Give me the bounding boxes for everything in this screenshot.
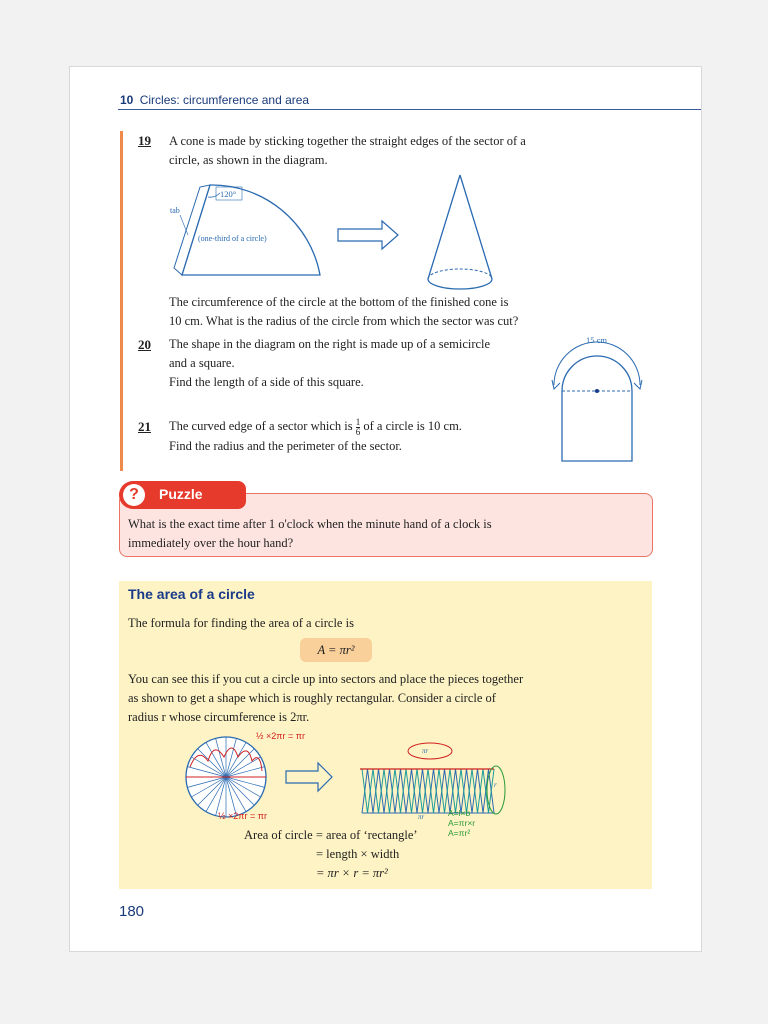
question-19-number: 19 xyxy=(138,133,151,148)
red-circled-label xyxy=(408,743,452,759)
area-para-line2: as shown to get a shape which is roughly rectangular. Consider a circle of xyxy=(128,691,496,705)
question-21-line1 xyxy=(169,417,462,437)
question-19-line2: circle, as shown in the diagram. xyxy=(169,153,328,167)
derivation-line3: = πr × r = πr² xyxy=(316,866,388,880)
question-20-line3: Find the length of a side of this square. xyxy=(169,375,364,389)
right-arrow xyxy=(338,221,398,249)
derivation-line2: = length × width xyxy=(316,847,400,861)
sector-tab xyxy=(174,185,210,275)
cone-shape xyxy=(428,175,492,279)
area-derivation xyxy=(244,826,418,883)
area-para-line1: You can see this if you cut a circle up into sectors and place the pieces together xyxy=(128,672,524,686)
area-section-title: The area of a circle xyxy=(128,586,255,602)
zigzag-rectangle xyxy=(362,769,494,813)
question-19-text xyxy=(169,132,526,170)
question-20-line1: The shape in the diagram on the right is made up of a semicircle xyxy=(169,337,491,351)
area-formula: A = πr² xyxy=(300,638,372,662)
question-mark-icon: ? xyxy=(123,484,145,506)
chapter-header xyxy=(120,93,309,107)
question-21-post: of a circle is 10 cm. xyxy=(363,419,462,433)
green-note-3: A=πr² xyxy=(448,828,471,838)
puzzle-text xyxy=(128,515,492,553)
question-21-text xyxy=(169,417,462,456)
sector-to-cone-diagram xyxy=(160,175,540,293)
handwritten-green-notes xyxy=(448,808,475,838)
green-note-1: A=l×b xyxy=(448,808,471,818)
rect-top-label: πr xyxy=(422,747,429,755)
diagram-length-label: 15 cm xyxy=(586,335,608,345)
section-accent-bar xyxy=(120,131,123,471)
sector-label: (one-third of a circle) xyxy=(198,234,267,243)
area-para-line3: radius r whose circumference is 2πr. xyxy=(128,710,310,724)
textbook-page xyxy=(69,66,702,952)
one-sixth-fraction xyxy=(356,418,361,437)
handwritten-bottom-note: ½ ×2πr = πr xyxy=(218,811,267,821)
angle-arc xyxy=(208,193,220,197)
question-21-pre: The curved edge of a sector which is xyxy=(169,419,353,433)
fraction-numerator: 1 xyxy=(355,416,361,427)
fraction-denominator: 6 xyxy=(355,426,361,437)
angle-label: 120° xyxy=(220,189,237,199)
green-note-2: A=πr×r xyxy=(448,818,476,828)
area-paragraph xyxy=(128,670,523,727)
circle-to-rectangle-diagram xyxy=(178,727,508,819)
puzzle-label: Puzzle xyxy=(159,486,203,502)
semicircle-square-diagram xyxy=(548,333,648,468)
tab-label: tab xyxy=(170,206,180,215)
derivation-line1: Area of circle = area of ‘rectangle’ xyxy=(244,828,418,842)
rect-side-label: r xyxy=(494,781,497,789)
area-intro: The formula for finding the area of a circle is xyxy=(128,616,354,630)
question-19-after1: The circumference of the circle at the bottom of the finished cone is xyxy=(169,295,509,309)
question-19-after2: 10 cm. What is the radius of the circle from which the sector was cut? xyxy=(169,314,519,328)
chapter-title: Circles: circumference and area xyxy=(139,93,310,107)
puzzle-line2: immediately over the hour hand? xyxy=(128,536,294,550)
question-21-line2: Find the radius and the perimeter of the sector. xyxy=(169,438,402,453)
page-number: 180 xyxy=(119,903,145,920)
question-19-line1: A cone is made by sticking together the straight edges of the sector of a xyxy=(169,134,526,148)
rect-bottom-label: πr xyxy=(418,813,425,821)
question-20-line2: and a square. xyxy=(169,356,235,370)
question-21-number: 21 xyxy=(138,419,151,434)
question-19-followup xyxy=(169,293,518,331)
header-rule xyxy=(118,109,701,110)
sector-shape xyxy=(182,185,320,275)
puzzle-line1: What is the exact time after 1 o'clock when the minute hand of a clock is xyxy=(128,517,492,531)
question-20-text xyxy=(169,335,490,392)
question-20-number: 20 xyxy=(138,337,151,352)
chapter-number: 10 xyxy=(120,93,134,107)
green-circled-side xyxy=(487,766,505,814)
handwritten-top-note: ½ ×2πr = πr xyxy=(256,731,305,741)
